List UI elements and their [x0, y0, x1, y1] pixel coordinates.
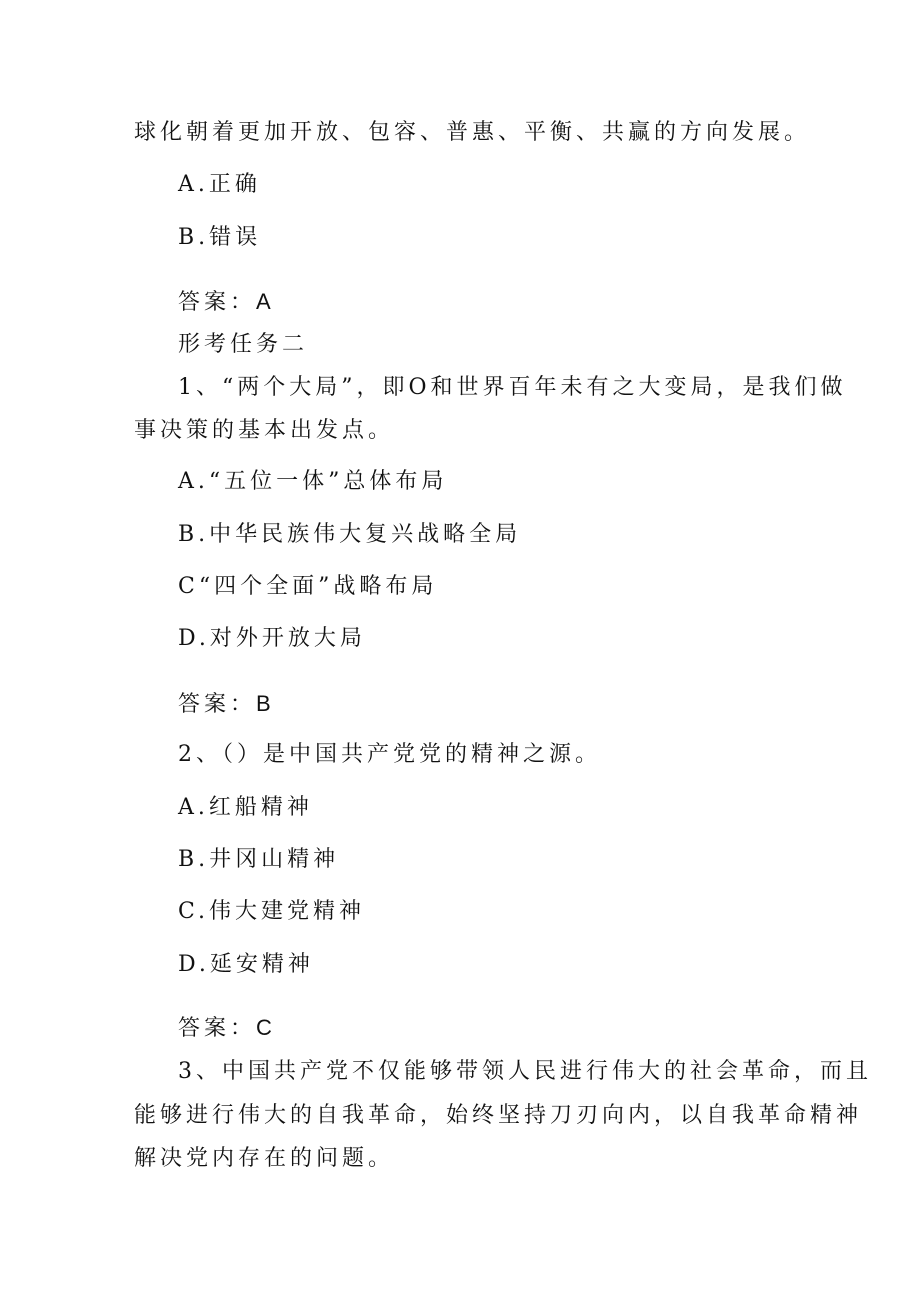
intro-option-a: A.正确	[178, 172, 261, 197]
question-1-option-d: D.对外开放大局	[178, 626, 366, 651]
question-2-answer	[178, 1013, 272, 1044]
intro-option-b: B.错误	[178, 225, 262, 250]
question-2-option-c: C.伟大建党精神	[178, 899, 366, 924]
question-1-line-1: 1、“两个大局”，即O和世界百年未有之大变局，是我们做	[178, 375, 847, 400]
answer-value: C	[256, 1015, 272, 1040]
intro-text: 球化朝着更加开放、包容、普惠、平衡、共赢的方向发展。	[134, 120, 811, 145]
question-3-line-2: 能够进行伟大的自我革命，始终坚持刀刃向内，以自我革命精神	[134, 1103, 863, 1128]
question-2-option-a: A.红船精神	[178, 795, 313, 820]
question-1-option-c: C“四个全面”战略布局	[178, 574, 438, 599]
section-title: 形考任务二	[178, 332, 309, 357]
question-2-option-b: B.井冈山精神	[178, 847, 340, 872]
question-3-line-3: 解决党内存在的问题。	[134, 1146, 395, 1171]
question-1-line-2: 事决策的基本出发点。	[134, 418, 395, 443]
answer-value: B	[256, 691, 271, 716]
question-1-option-a: A.“五位一体”总体布局	[178, 469, 448, 494]
question-2-option-d: D.延安精神	[178, 952, 314, 977]
answer-label: 答案：	[178, 1016, 257, 1041]
answer-label: 答案：	[178, 290, 257, 315]
answer-value: A	[256, 289, 271, 314]
question-3-line-1: 3、中国共产党不仅能够带领人民进行伟大的社会革命，而且	[178, 1059, 872, 1084]
question-1-option-b: B.中华民族伟大复兴战略全局	[178, 522, 522, 547]
question-1-answer	[178, 689, 271, 720]
intro-answer	[178, 287, 271, 318]
question-2-line-1: 2、（）是中国共产党党的精神之源。	[178, 742, 601, 767]
answer-label: 答案：	[178, 692, 257, 717]
